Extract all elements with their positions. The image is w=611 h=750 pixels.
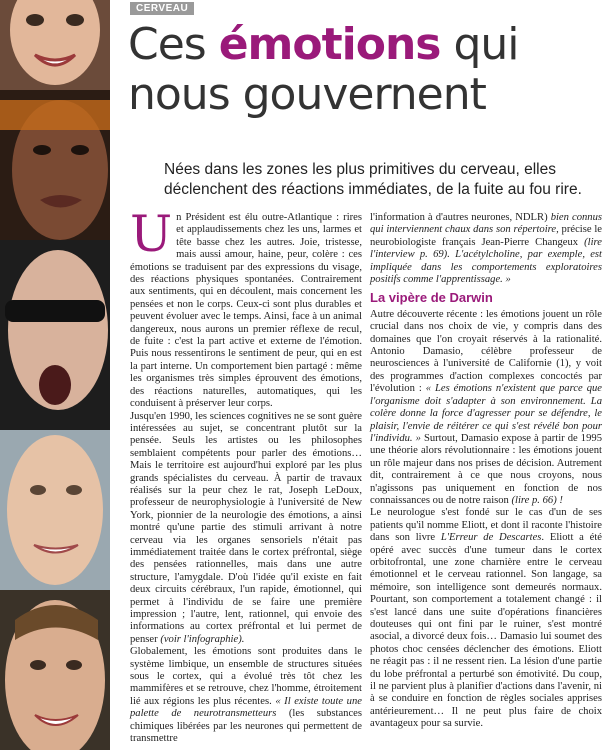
drop-cap: U [130,205,173,263]
faces-photo-strip [0,0,110,750]
title-part2: qui nous gouvernent [128,19,519,120]
quote-text: (lire l'interview p. 69). L'acétylcholine, par exemple, est impliquée dans les comportements exploratoires positifs comme l'apprentissage. » [370,236,602,286]
paragraph-text: Jusqu'en 1990, les sciences cognitives ne se sont guère intéressées au sujet, se concentrant plutôt sur la pensée. Seuls les artistes ou les philosophes semblaient compétents pour parler des émotions… Mais le territoire est aujourd'hui exploré par les plus grands spécialistes du cerveau. À partir de travaux réalisés sur la peur chez le rat, Joseph LeDoux, professeur de neurophysiologie à l'université de New York, pionnier de la neurologie des émotions, a ainsi montré qu'une partie des stimuli arrivant à notre cerveau via les organes sensoriels n'était pas immédiatement traitée dans le cortex préfrontal, siège des pensées rationnelles, mais dans une autre structure, l'amygdale. D'où l'idée qu'il existe en fait deux circuits cérébraux, l'un rapide, émotionnel, qui permet à l'individu de se faire une première impression ; l'autre, lent, rationnel, qui envoie des informations au cortex préfrontal et lui permet de penser [130,410,362,645]
paragraph-text: . Eliott a été opéré avec succès d'une tumeur dans le cortex orbitofrontal, une zone charnière entre le cerveau émotionnel et le cerveau rationnel. Son langage, sa mémoire, son intelligence sont demeurés normaux. Pourtant, son comportement a totalement changé : il s'est lancé dans une suite d'opérations financières douteuses qui ont fini par le ruiner, s'est montré asocial, a divorcé deux fois… Damasio lui soumet des photos choc censées déclencher des émotions. Eliott ne réagit pas : il ne ressent rien. La lésion d'une partie du lobe préfrontal a perturbé son émotivité. Du coup, il ne parvient plus à planifier d'actions dans l'avenir, ni à se conduire en fonction de règles sociales apprises antérieurement… Il ne peut plus faire de choix avantageux pour sa survie. [370,532,602,730]
quote-text: « Il existe toute une palette de neurotransmetteurs [130,695,362,720]
paragraph-text: Surtout, Damasio expose à partir de 1995 une théorie alors révolutionnaire : les émotions jouent un rôle majeur dans nos prises de décision. Autrement dit, contrairement à ce que nous croyons, nous n'agissons pas uniquement en fonction de nos connaissances ou de notre raison [370,432,602,506]
paragraph-text: n Président est élu outre-Atlantique : rires et applaudissements chez les uns, larmes et tête basse chez les autres. Joie, tristesse, mais aussi amour, haine, peur, colère : ces émotions se traduisent par des expressions du visage, des réactions physiques spontanées. Contrairement aux sentiments, qui en découlent, mais concernent les pensées et non le corps. Ceux-ci sont plus durables et peuvent évoluer avec le temps. Ainsi, face à un animal dangereux, nous aurons un premier réflexe de recul, de fuite : c'est la part active et externe de l'émotion. Puis nous ressentirons le sentiment de peur, qui en est la part interne. Un comportement bien partagé : même les organismes très simples éprouvent des émotions, des réactions naturelles, automatiques, qui les conduisent à préserver leur corps. [130,212,362,410]
title-part1: Ces [128,19,219,70]
article-column-1 [130,205,362,745]
article-title [128,20,608,120]
article-column-2 [370,212,602,731]
paragraph-text: Autre découverte récente : les émotions jouent un rôle crucial dans nos choix de vie, y compris dans des domaines que l'on croyait réservés à la rationalité. Antonio Damasio, célèbre professeur de neurosciences à l'université de Californie (1), y voit des programmes d'action complexes concoctés par l'évolution : [370,308,602,395]
paragraph [130,411,362,647]
paragraph-text: précise le neurobiologiste français Jean-Pierre Changeux [370,224,603,248]
paragraph [130,205,362,411]
paragraph [370,309,602,508]
book-title: L'Erreur de Descartes [440,532,542,544]
paragraph [370,212,602,286]
paragraph-text: Le neurologue s'est fondé sur le cas d'un de ses patients qu'il nomme Eliott, et dont il raconte l'histoire dans son livre [370,507,602,544]
faces-illustration [0,0,110,750]
paragraph-text: (les substances chimiques libérées par les neurones qui permettent de transmettre [130,708,362,745]
section-tag: CERVEAU [130,2,194,15]
section-subhead: La vipère de Darwin [370,290,493,306]
quote-text: « Les émotions n'existent que parce que l'organisme doit s'adapter à son environnement. La colère donne la force d'agresser pour se défendre, le plaisir, l'envie de réitérer ce qui s'est révélé bon pour l'individu. » [370,383,602,444]
article-lead: Nées dans les zones les plus primitives du cerveau, elles déclenchent des réactions immédiates, de la fuite au fou rire. [164,161,582,198]
paragraph-text: l'information à d'autres neurones, NDLR) [370,212,548,223]
paragraph [130,646,362,745]
page-ref: (lire p. 66) ! [511,494,563,506]
paragraph-text: Globalement, les émotions sont produites dans le système limbique, un ensemble de structures situées sous le cortex, qui a évolué très tôt chez les mammifères et se retrouve, chez l'homme, étroitement lié aux régions les plus récentes. [130,646,362,707]
quote-text: bien connus qui interviennent chaux dans son répertoire, [370,212,603,236]
title-highlight: émotions [218,19,441,70]
infographic-ref: (voir l'infographie). [160,633,245,645]
paragraph [370,507,602,730]
